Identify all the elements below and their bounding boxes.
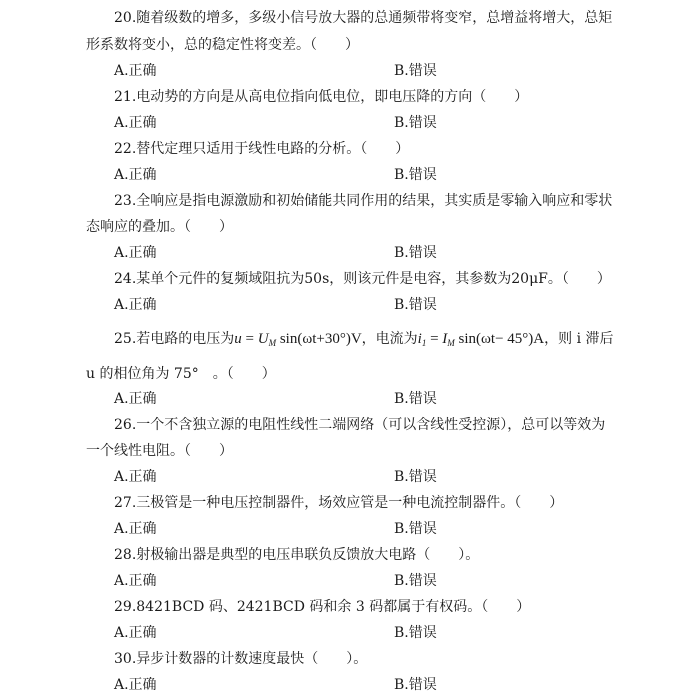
current-function: sin(ωt− 45°)A <box>454 331 545 347</box>
question-27-option-a: A.正确 <box>114 521 157 537</box>
question-27-option-b: B.错误 <box>394 521 437 537</box>
question-30-option-b: B.错误 <box>394 677 437 693</box>
current-formula <box>418 331 544 347</box>
question-25-suffix: ，则 i 滞后 <box>544 331 614 347</box>
current-amplitude-sub: M <box>447 338 455 348</box>
question-22-line-1: 22.替代定理只适用于线性电路的分析。（ ） <box>114 141 410 157</box>
question-30-line-1: 30.异步计数器的计数速度最快（ ）。 <box>114 651 368 667</box>
question-26-option-a: A.正确 <box>114 469 157 485</box>
question-22-option-b: B.错误 <box>394 167 437 183</box>
question-28-line-1: 28.射极输出器是典型的电压串联负反馈放大电路（ ）。 <box>114 547 480 563</box>
question-26-line-2: 一个线性电阻。（ ） <box>86 443 233 459</box>
question-25-line-1 <box>114 329 614 353</box>
question-20-line-2: 形系数将变小，总的稳定性将变差。（ ） <box>86 37 359 53</box>
question-25-option-b: B.错误 <box>394 391 437 407</box>
question-25-line-2: u 的相位角为 75° 。（ ） <box>86 366 276 382</box>
question-21-option-a: A.正确 <box>114 115 157 131</box>
question-25-mid: ，电流为 <box>361 331 418 347</box>
question-29-option-a: A.正确 <box>114 625 157 641</box>
current-var: i <box>417 331 422 347</box>
question-28-option-a: A.正确 <box>114 573 157 589</box>
question-21-option-b: B.错误 <box>394 115 437 131</box>
question-23-option-b: B.错误 <box>394 245 437 261</box>
question-26-line-1: 26.一个不含独立源的电阻性线性二端网络（可以含线性受控源），总可以等效为 <box>114 417 606 433</box>
question-29-option-b: B.错误 <box>394 625 437 641</box>
current-var-sub: 1 <box>421 338 427 348</box>
question-23-line-1: 23.全响应是指电源激励和初始储能共同作用的结果，其实质是零输入响应和零状 <box>114 193 613 209</box>
voltage-amplitude-sub: M <box>268 338 277 348</box>
question-30-option-a: A.正确 <box>114 677 157 693</box>
voltage-formula <box>234 331 361 347</box>
question-25-option-a: A.正确 <box>114 391 157 407</box>
question-23-line-2: 态响应的叠加。（ ） <box>86 219 233 235</box>
question-28-option-b: B.错误 <box>394 573 437 589</box>
voltage-amplitude: U <box>257 331 269 347</box>
question-26-option-b: B.错误 <box>394 469 437 485</box>
question-20-line-1: 20.随着级数的增多，多级小信号放大器的总通频带将变窄，总增益将增大，总矩 <box>114 10 613 26</box>
question-23-option-a: A.正确 <box>114 245 157 261</box>
question-24-line-1: 24.某单个元件的复频域阻抗为50s，则该元件是电容，其参数为20μF。（ ） <box>114 271 611 287</box>
question-24-option-a: A.正确 <box>114 297 157 313</box>
question-20-option-b: B.错误 <box>394 63 437 79</box>
equals-1: = <box>241 331 258 347</box>
question-27-line-1: 27.三极管是一种电压控制器件，场效应管是一种电流控制器件。（ ） <box>114 495 564 511</box>
voltage-function: sin(ωt+30°)V <box>276 331 362 347</box>
question-22-option-a: A.正确 <box>114 167 157 183</box>
current-amplitude: I <box>442 331 448 347</box>
equals-2: = <box>426 331 443 347</box>
voltage-var: u <box>234 331 242 347</box>
question-29-line-1: 29.8421BCD 码、2421BCD 码和余 3 码都属于有权码。（ ） <box>114 599 531 615</box>
question-25-prefix: 25.若电路的电压为 <box>114 331 235 347</box>
question-20-option-a: A.正确 <box>114 63 157 79</box>
question-24-option-b: B.错误 <box>394 297 437 313</box>
question-21-line-1: 21.电动势的方向是从高电位指向低电位，即电压降的方向（ ） <box>114 89 529 105</box>
